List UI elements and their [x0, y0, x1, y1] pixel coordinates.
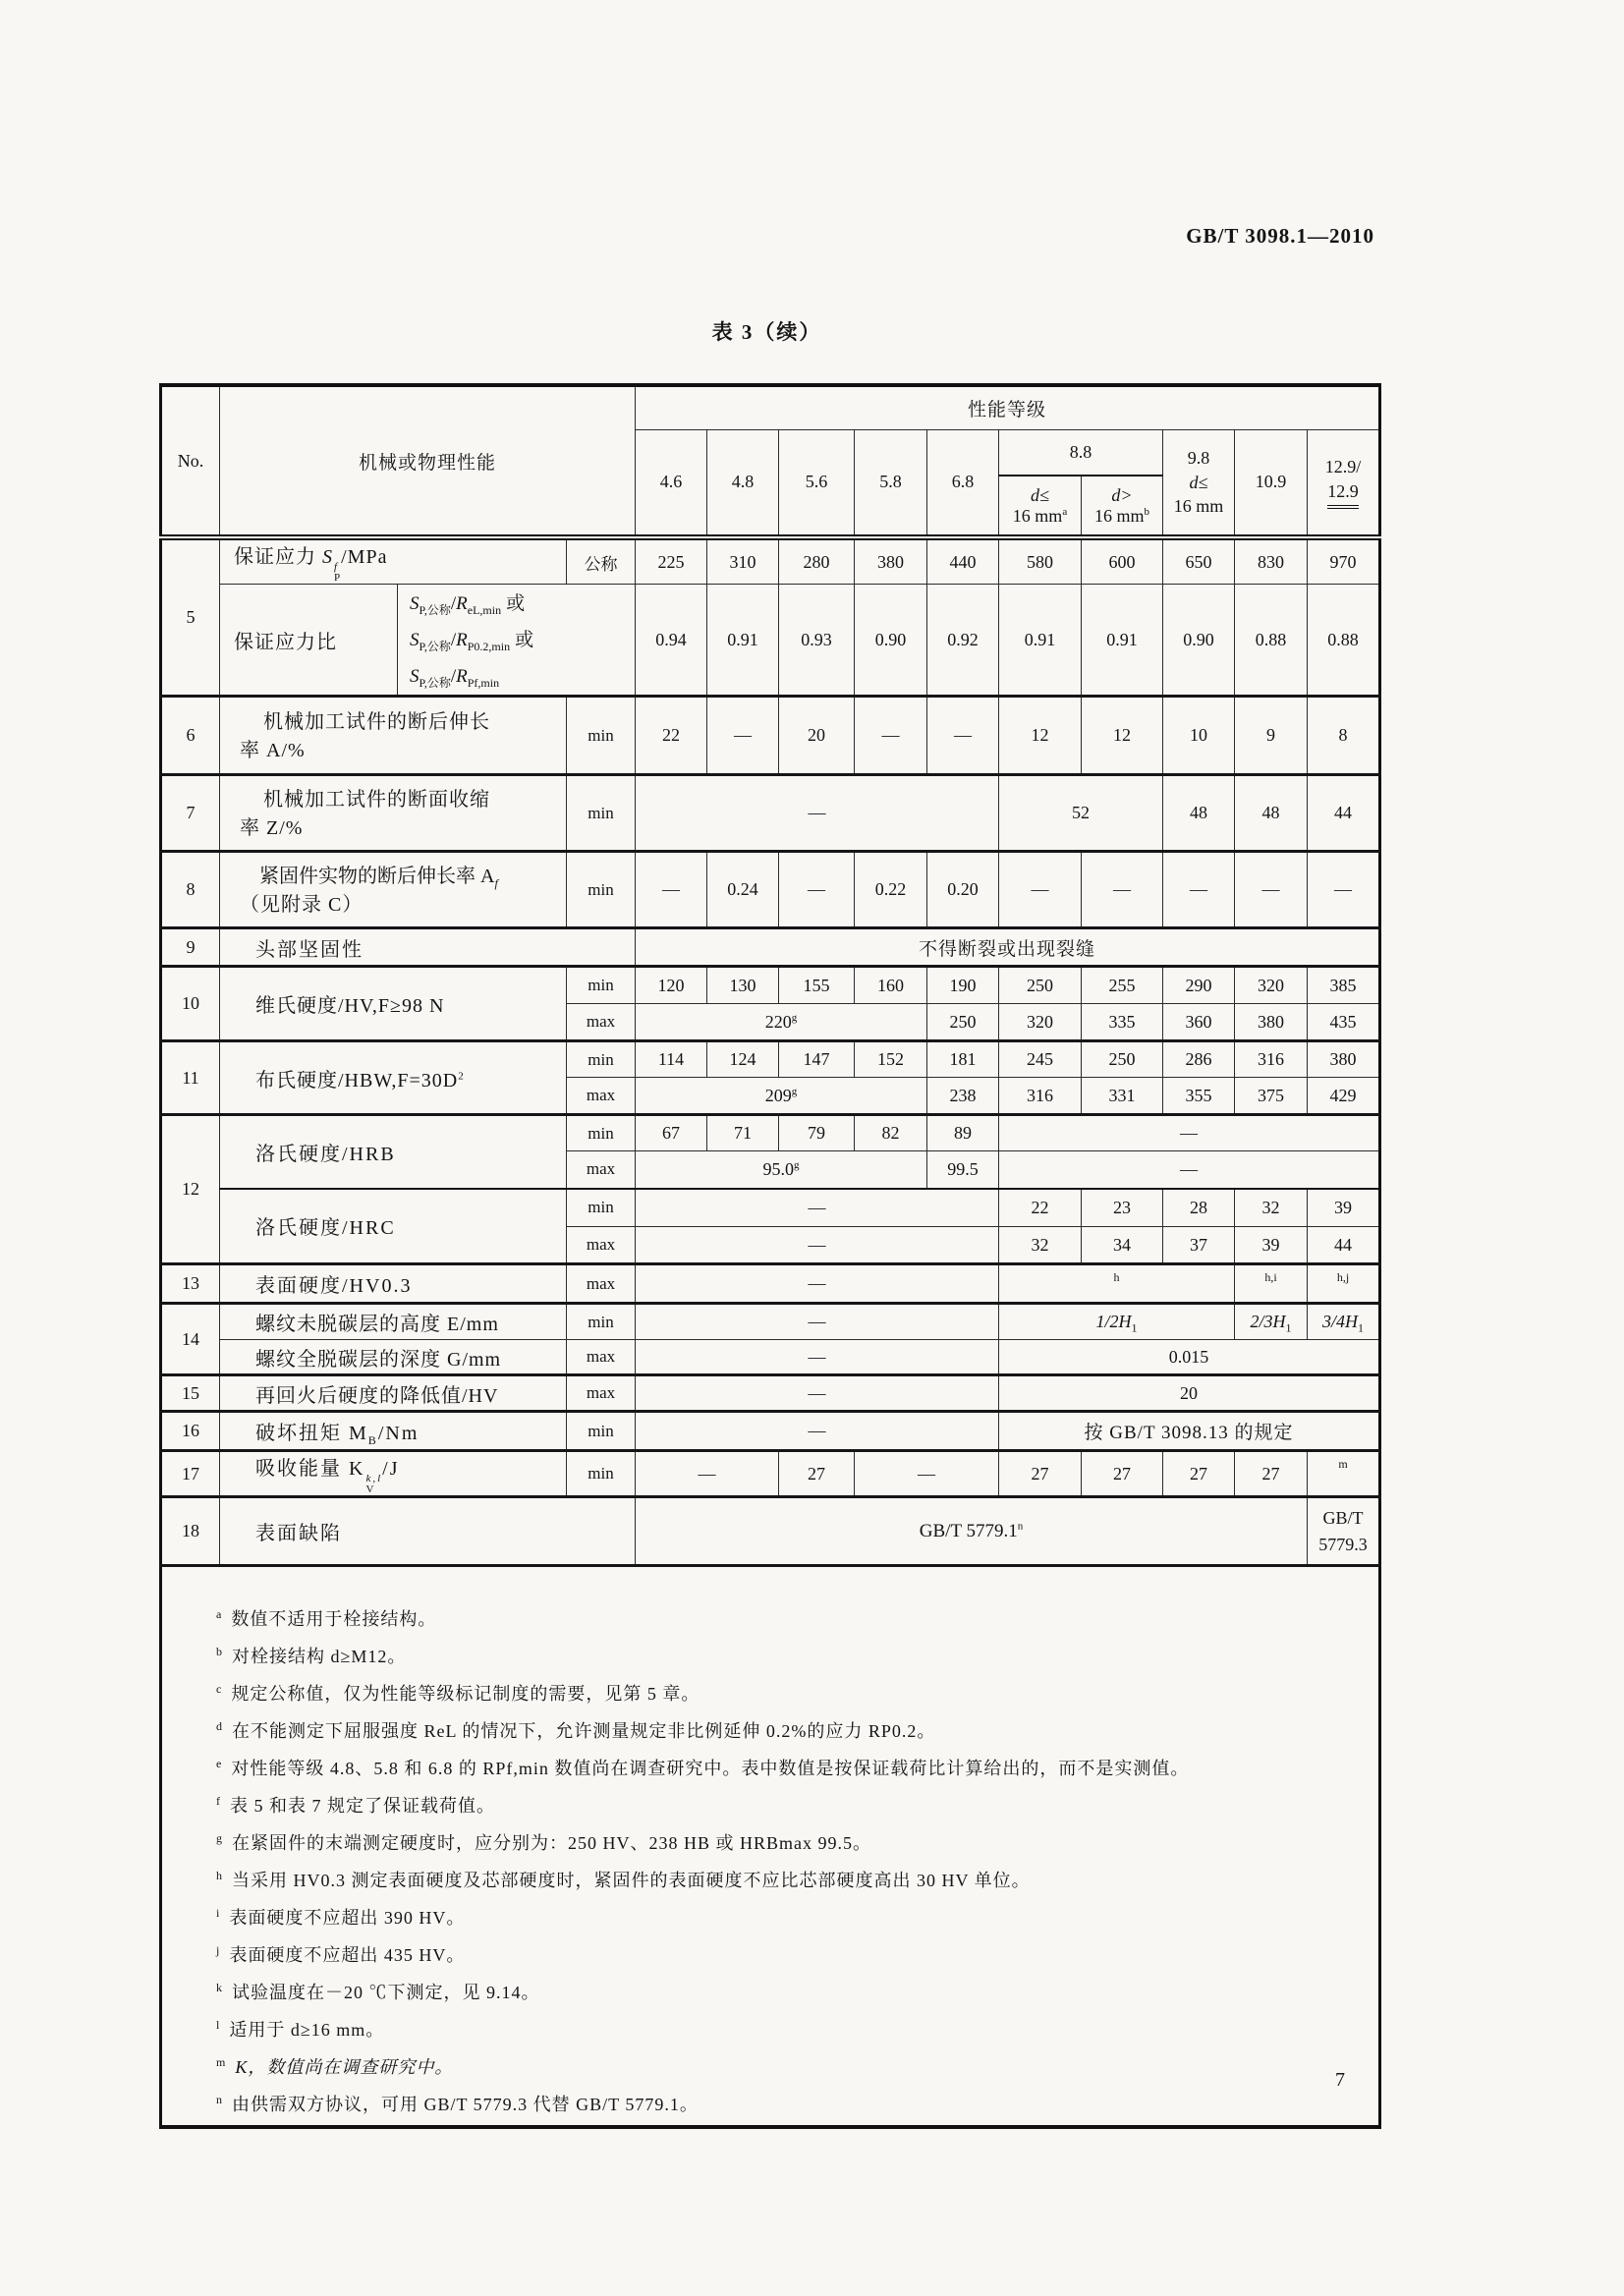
- qualifier-cell: max: [567, 1151, 636, 1189]
- value-cell: 335: [1082, 1004, 1163, 1041]
- value-cell: —: [1082, 852, 1163, 928]
- value-cell: 27: [779, 1451, 855, 1497]
- value-cell: 360: [1163, 1004, 1235, 1041]
- grade-88-le16-cell: [999, 476, 1082, 537]
- value-cell: 970: [1308, 537, 1380, 585]
- footnote-line: $^j$ 表面硬度不应超出 435 HV。: [216, 1943, 466, 1965]
- qualifier-cell: 公称: [567, 537, 636, 585]
- value-cell: —: [636, 1340, 999, 1375]
- row-15-retempering: [161, 1375, 1380, 1412]
- footnotes-row: [161, 1566, 1380, 2128]
- value-cell: 82: [855, 1115, 927, 1151]
- value-cell: 238: [927, 1078, 999, 1115]
- value-cell: —: [636, 1451, 779, 1497]
- qualifier-cell: min: [567, 852, 636, 928]
- value-cell: 0.22: [855, 852, 927, 928]
- footnote-line: $^h$ 当采用 HV0.3 测定表面硬度及芯部硬度时，紧固件的表面硬度不应比芯部硬度高出 30 HV 单位。: [216, 1869, 1031, 1890]
- value-cell: 28: [1163, 1189, 1235, 1227]
- value-cell: —: [636, 1304, 999, 1340]
- doc-number: GB/T 3098.1—2010: [1186, 224, 1374, 248]
- grade-header-88: 8.8: [999, 429, 1163, 476]
- value-cell: 48: [1235, 775, 1308, 852]
- property-label-cell: 紧固件实物的断后伸长率 $A_f$ （见附录 C）: [220, 852, 567, 928]
- property-label-cell: 洛氏硬度/HRB: [220, 1115, 567, 1189]
- qualifier-cell: max: [567, 1375, 636, 1412]
- property-label-cell: 机械加工试件的断后伸长 率 A/%: [220, 697, 567, 775]
- footnote-ref-n: n: [1017, 1520, 1024, 1533]
- value-cell: $3/4H_1$: [1308, 1304, 1380, 1340]
- value-cell: 124: [707, 1041, 779, 1078]
- value-cell: 0.93: [779, 585, 855, 697]
- footnote-marker: b: [216, 1645, 223, 1658]
- value-cell: GB/T 5779.1$^n$: [636, 1497, 1308, 1566]
- footnote-ref-m: m: [1308, 1451, 1380, 1497]
- row-no: 11: [161, 1041, 220, 1115]
- footnote-marker: g: [216, 1831, 223, 1845]
- footnote-marker: j: [216, 1943, 221, 1957]
- value-cell: 120: [636, 967, 707, 1004]
- grade-header-109: 10.9: [1235, 429, 1308, 537]
- value-cell: 23: [1082, 1189, 1163, 1227]
- qualifier-cell: min: [567, 775, 636, 852]
- value-cell: 22: [636, 697, 707, 775]
- row-no: 15: [161, 1375, 220, 1412]
- value-cell: 0.90: [855, 585, 927, 697]
- qualifier-cell: max: [567, 1340, 636, 1375]
- value-cell: 355: [1163, 1078, 1235, 1115]
- header-row-1: [161, 385, 1380, 429]
- property-label-cell: 保证应力比: [220, 585, 398, 697]
- value-cell: 不得断裂或出现裂缝: [636, 928, 1380, 967]
- value-cell: 190: [927, 967, 999, 1004]
- footnote-ref-b: b: [1144, 505, 1149, 518]
- row-16-breaking-torque: [161, 1412, 1380, 1451]
- value-cell: —: [636, 1189, 999, 1227]
- col-header-grade-group: 性能等级: [636, 385, 1380, 429]
- property-label-cell: 布氏硬度$/HBW,F=30D^2$: [220, 1041, 567, 1115]
- value-cell: $2/3H_1$: [1235, 1304, 1308, 1340]
- value-cell: 250: [927, 1004, 999, 1041]
- value-cell: 44: [1308, 1227, 1380, 1264]
- footnotes-block: [161, 1566, 1380, 2128]
- value-cell: —: [636, 1227, 999, 1264]
- value-cell: 130: [707, 967, 779, 1004]
- value-cell: 650: [1163, 537, 1235, 585]
- footnote-ref-hj: h,j: [1308, 1264, 1380, 1304]
- value-cell: 95.0$^g$: [636, 1151, 927, 1189]
- grade-header-129: [1308, 429, 1380, 537]
- footnote-line: $^d$ 在不能测定下屈服强度 ReL 的情况下，允许测量规定非比例延伸 0.2%的应力 RP0.2。: [216, 1719, 936, 1741]
- footnote-ref-h: h: [999, 1264, 1235, 1304]
- d-le-condition: d≤: [1031, 484, 1049, 505]
- value-cell: 44: [1308, 775, 1380, 852]
- value-cell: 0.90: [1163, 585, 1235, 697]
- grade-98-d-condition: d≤: [1189, 472, 1208, 492]
- value-cell: 99.5: [927, 1151, 999, 1189]
- value-cell: 147: [779, 1041, 855, 1078]
- row-no: 13: [161, 1264, 220, 1304]
- footnote-marker: m: [216, 2055, 227, 2069]
- qualifier-cell: min: [567, 1189, 636, 1227]
- value-cell: 245: [999, 1041, 1082, 1078]
- value-cell: 32: [999, 1227, 1082, 1264]
- value-cell: —: [779, 852, 855, 928]
- row-no: 8: [161, 852, 220, 928]
- row-no: 5: [161, 537, 220, 697]
- footnote-marker: i: [216, 1906, 221, 1920]
- value-cell: 380: [1235, 1004, 1308, 1041]
- qualifier-cell: max: [567, 1227, 636, 1264]
- value-cell: 286: [1163, 1041, 1235, 1078]
- footnote-line: $^m$ K，数值尚在调查研究中。: [216, 2055, 454, 2077]
- value-cell: —: [636, 852, 707, 928]
- property-label-cell: 机械加工试件的断面收缩 率 Z/%: [220, 775, 567, 852]
- value-cell: 316: [999, 1078, 1082, 1115]
- value-cell: 67: [636, 1115, 707, 1151]
- property-label-cell: 吸收能量 K k,l V /J: [220, 1451, 567, 1497]
- value-cell: 331: [1082, 1078, 1163, 1115]
- row-no: 14: [161, 1304, 220, 1375]
- value-cell: 0.94: [636, 585, 707, 697]
- row-6-elongation-A: [161, 697, 1380, 775]
- footnote-ref-g: g: [791, 1011, 798, 1024]
- grade-header-56: 5.6: [779, 429, 855, 537]
- value-cell: 429: [1308, 1078, 1380, 1115]
- table-title: 表 3（续）: [711, 320, 822, 344]
- footnote-ref-g: g: [794, 1158, 800, 1171]
- footnote-marker: f: [216, 1794, 221, 1808]
- row-5-stress-ratio: [161, 585, 1380, 697]
- value-cell: 79: [779, 1115, 855, 1151]
- value-cell: 316: [1235, 1041, 1308, 1078]
- property-label-cell: 表面硬度/HV0.3: [220, 1264, 567, 1304]
- qualifier-cell: min: [567, 967, 636, 1004]
- footnote-marker: n: [216, 2093, 223, 2106]
- qualifier-cell: max: [567, 1078, 636, 1115]
- value-cell: 385: [1308, 967, 1380, 1004]
- grade-98-label: 9.8: [1187, 448, 1210, 469]
- footnote-line: $^n$ 由供需双方协议，可用 GB/T 5779.3 代替 GB/T 5779.1。: [216, 2093, 699, 2114]
- qualifier-cell: min: [567, 1041, 636, 1078]
- row-8-elongation-Af: [161, 852, 1380, 928]
- row-no: 7: [161, 775, 220, 852]
- footnote-ref-hi: h,i: [1235, 1264, 1308, 1304]
- value-cell: 290: [1163, 967, 1235, 1004]
- value-cell: 209$^g$: [636, 1078, 927, 1115]
- value-cell: 155: [779, 967, 855, 1004]
- value-cell: 20: [999, 1375, 1380, 1412]
- property-label-cell: 再回火后硬度的降低值/HV: [220, 1375, 567, 1412]
- qualifier-cell: max: [567, 1004, 636, 1041]
- footnote-marker: h: [216, 1869, 223, 1882]
- qualifier-cell: min: [567, 1304, 636, 1340]
- value-cell: 27: [999, 1451, 1082, 1497]
- value-cell: 10: [1163, 697, 1235, 775]
- value-cell: 0.92: [927, 585, 999, 697]
- grade-header-98: [1163, 429, 1235, 537]
- grade-header-68: 6.8: [927, 429, 999, 537]
- property-label-cell: 维氏硬度/HV,F≥98 N: [220, 967, 567, 1041]
- value-cell: —: [855, 697, 927, 775]
- value-cell: 8: [1308, 697, 1380, 775]
- value-cell: 12: [999, 697, 1082, 775]
- value-cell: 375: [1235, 1078, 1308, 1115]
- qualifier-cell: min: [567, 1451, 636, 1497]
- value-cell: 225: [636, 537, 707, 585]
- value-cell: 310: [707, 537, 779, 585]
- value-cell: 380: [855, 537, 927, 585]
- value-cell: 220$^g$: [636, 1004, 927, 1041]
- value-cell: 830: [1235, 537, 1308, 585]
- grade-header-58: 5.8: [855, 429, 927, 537]
- property-label-cell: 表面缺陷: [220, 1497, 636, 1566]
- footnote-marker: d: [216, 1719, 223, 1733]
- value-cell: 27: [1235, 1451, 1308, 1497]
- properties-table: [159, 383, 1381, 2129]
- footnote-line: $^g$ 在紧固件的末端测定硬度时，应分别为：250 HV、238 HB 或 HRBmax 99.5。: [216, 1831, 872, 1853]
- value-cell: 27: [1082, 1451, 1163, 1497]
- formula-cell: $S_{P,公称}/R_{eL,min}$ 或 $S_{P,公称}/R_{P0.2,min}$ 或 $S_{P,公称}/R_{Pf,min}$: [398, 585, 636, 697]
- value-cell: 12: [1082, 697, 1163, 775]
- value-cell: 0.91: [999, 585, 1082, 697]
- value-cell: 34: [1082, 1227, 1163, 1264]
- grade-header-48: 4.8: [707, 429, 779, 537]
- property-label-cell: 螺纹未脱碳层的高度 E/mm: [220, 1304, 567, 1340]
- row-13-surface-hardness: [161, 1264, 1380, 1304]
- value-cell: 152: [855, 1041, 927, 1078]
- row-17-impact-energy: [161, 1451, 1380, 1497]
- qualifier-cell: min: [567, 1115, 636, 1151]
- value-cell: 39: [1308, 1189, 1380, 1227]
- grade-88-gt16-cell: [1082, 476, 1163, 537]
- property-label-cell: 洛氏硬度/HRC: [220, 1189, 567, 1264]
- row-no: 12: [161, 1115, 220, 1264]
- value-cell: 114: [636, 1041, 707, 1078]
- footnote-line: $^l$ 适用于 d≥16 mm。: [216, 2018, 385, 2040]
- value-cell: 0.015: [999, 1340, 1380, 1375]
- value-cell: 9: [1235, 697, 1308, 775]
- value-cell: $1/2H_1$: [999, 1304, 1235, 1340]
- value-cell: —: [636, 1375, 999, 1412]
- grade-header-46: 4.6: [636, 429, 707, 537]
- value-cell: —: [636, 1412, 999, 1451]
- footnote-line: $^k$ 试验温度在－20 ℃下测定，见 9.14。: [216, 1981, 540, 2002]
- value-cell: —: [855, 1451, 999, 1497]
- row-5-stress: [161, 537, 1380, 585]
- value-cell: —: [1235, 852, 1308, 928]
- grade-129-line1: 12.9/: [1324, 457, 1362, 477]
- row-14-full-decarb: [161, 1340, 1380, 1375]
- value-cell: 32: [1235, 1189, 1308, 1227]
- value-cell: 39: [1235, 1227, 1308, 1264]
- property-label-cell: 螺纹全脱碳层的深度 G/mm: [220, 1340, 567, 1375]
- footnote-line: $^c$ 规定公称值，仅为性能等级标记制度的需要，见第 5 章。: [216, 1682, 700, 1704]
- row-no: 10: [161, 967, 220, 1041]
- footnote-marker: c: [216, 1682, 223, 1696]
- footnote-line: $^i$ 表面硬度不应超出 390 HV。: [216, 1906, 466, 1928]
- row-10-vickers-min: [161, 967, 1380, 1004]
- row-no: 6: [161, 697, 220, 775]
- row-12-hrc-min: [161, 1189, 1380, 1227]
- footnote-marker: e: [216, 1757, 223, 1770]
- value-cell: 181: [927, 1041, 999, 1078]
- value-cell: 435: [1308, 1004, 1380, 1041]
- qualifier-cell: max: [567, 1264, 636, 1304]
- footnote-marker: a: [216, 1607, 223, 1621]
- footnote-marker: k: [216, 1981, 223, 1994]
- row-no: 9: [161, 928, 220, 967]
- page-number: 7: [1335, 2069, 1345, 2091]
- value-cell: 0.88: [1235, 585, 1308, 697]
- value-cell: 250: [1082, 1041, 1163, 1078]
- col-header-property: 机械或物理性能: [220, 385, 636, 537]
- value-cell: 160: [855, 967, 927, 1004]
- value-cell: 0.88: [1308, 585, 1380, 697]
- value-cell: 250: [999, 967, 1082, 1004]
- row-no: 18: [161, 1497, 220, 1566]
- grade-129-line2: 12.9: [1327, 479, 1359, 509]
- row-11-brinell-min: [161, 1041, 1380, 1078]
- value-cell: 320: [1235, 967, 1308, 1004]
- row-14-non-decarb: [161, 1304, 1380, 1340]
- value-cell: 89: [927, 1115, 999, 1151]
- value-cell: 280: [779, 537, 855, 585]
- footnote-line: $^e$ 对性能等级 4.8、5.8 和 6.8 的 RPf,min 数值尚在调查研究中。表中数值是按保证载荷比计算给出的，而不是实测值。: [216, 1757, 1190, 1778]
- value-cell: —: [636, 775, 999, 852]
- value-cell: 0.20: [927, 852, 999, 928]
- property-label-cell: 头部坚固性: [220, 928, 636, 967]
- value-cell: —: [927, 697, 999, 775]
- value-cell: —: [999, 852, 1082, 928]
- value-cell: 27: [1163, 1451, 1235, 1497]
- value-cell: —: [999, 1151, 1380, 1189]
- size-16mm: 16 mm: [1012, 505, 1063, 526]
- row-9-head-soundness: [161, 928, 1380, 967]
- d-gt-condition: d>: [1111, 484, 1133, 505]
- row-18-surface-defects: [161, 1497, 1380, 1566]
- value-cell: 20: [779, 697, 855, 775]
- value-cell: —: [707, 697, 779, 775]
- value-cell: 440: [927, 537, 999, 585]
- row-12-hrb-min: [161, 1115, 1380, 1151]
- value-cell: 按 GB/T 3098.13 的规定: [999, 1412, 1380, 1451]
- value-cell: —: [1163, 852, 1235, 928]
- value-cell: 0.91: [1082, 585, 1163, 697]
- value-cell: 255: [1082, 967, 1163, 1004]
- property-label-cell: 破坏扭矩 $M_B/Nm$: [220, 1412, 567, 1451]
- value-cell: 380: [1308, 1041, 1380, 1078]
- value-cell: GB/T 5779.3: [1308, 1497, 1380, 1566]
- value-cell: 71: [707, 1115, 779, 1151]
- value-cell: 52: [999, 775, 1163, 852]
- size-16mm: 16 mm: [1093, 505, 1145, 526]
- footnote-line: $^b$ 对栓接结构 d≥M12。: [216, 1645, 407, 1666]
- value-cell: 37: [1163, 1227, 1235, 1264]
- value-cell: 48: [1163, 775, 1235, 852]
- qualifier-cell: min: [567, 1412, 636, 1451]
- footnote-ref-a: a: [1062, 505, 1068, 518]
- value-cell: 0.24: [707, 852, 779, 928]
- value-cell: —: [636, 1264, 999, 1304]
- value-cell: —: [1308, 852, 1380, 928]
- row-no: 17: [161, 1451, 220, 1497]
- footnote-line: $^f$ 表 5 和表 7 规定了保证载荷值。: [216, 1794, 495, 1816]
- footnote-marker: l: [216, 2018, 221, 2032]
- qualifier-cell: min: [567, 697, 636, 775]
- value-cell: 580: [999, 537, 1082, 585]
- col-header-no: No.: [161, 385, 220, 537]
- row-no: 16: [161, 1412, 220, 1451]
- value-cell: 600: [1082, 537, 1163, 585]
- footnote-line: $^a$ 数值不适用于栓接结构。: [216, 1607, 437, 1629]
- grade-98-size: 16 mm: [1173, 495, 1224, 516]
- property-label-cell: 保证应力 S f P /MPa: [220, 537, 567, 585]
- value-cell: 0.91: [707, 585, 779, 697]
- footnote-ref-g: g: [791, 1085, 798, 1097]
- value-cell: 22: [999, 1189, 1082, 1227]
- value-cell: —: [999, 1115, 1380, 1151]
- row-7-reduction-Z: [161, 775, 1380, 852]
- value-cell: 320: [999, 1004, 1082, 1041]
